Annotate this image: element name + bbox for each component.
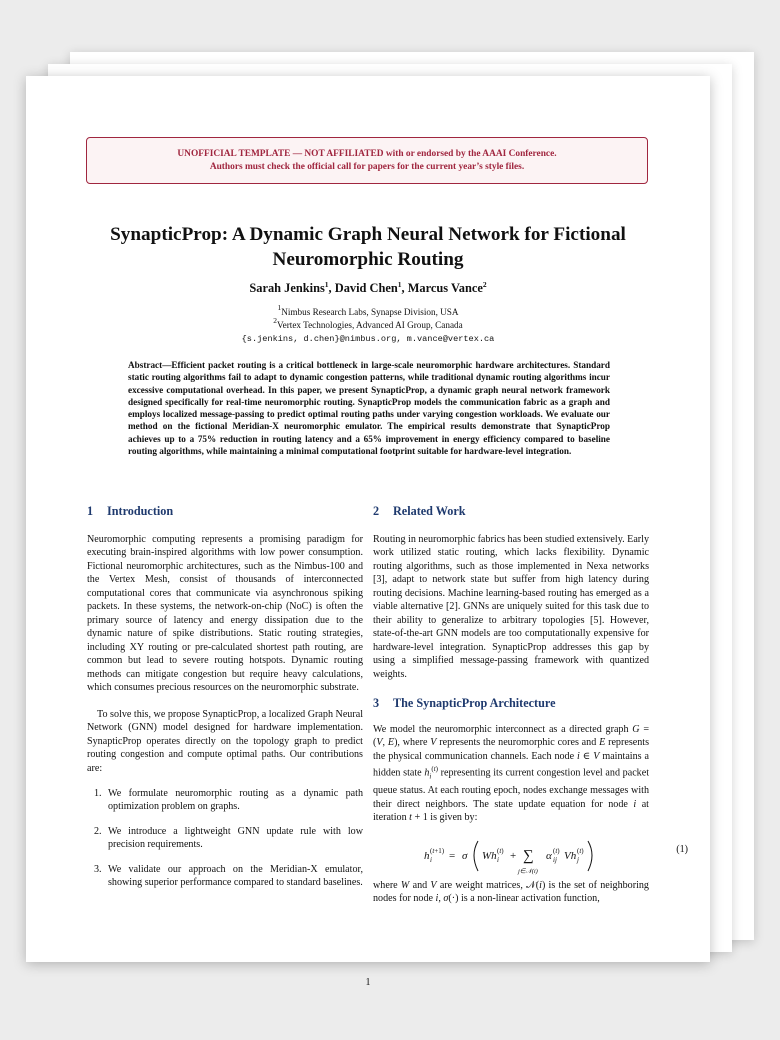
author-affiliation-mark: 1 xyxy=(397,280,402,289)
author-affiliation-mark: 1 xyxy=(324,280,329,289)
section-heading-introduction: 1 Introduction xyxy=(87,504,174,518)
title-line-2: Neuromorphic Routing xyxy=(272,248,464,270)
intro-paragraph-1: Neuromorphic computing represents a promising paradigm for executing brain-inspired algorithms with low power consumption. Fictional neuromorphic architectures, such as the Nimbus-100 and the Vertex Mesh, consist of thousands of interconnected computational cores that communicate via asynchronous spiking packets. In these systems, the network-on-chip (NoC) is often the primary source of latency and energy dissipation due to the dynamic nature of spike distributions. Static routing strategies, including XY routing or pre-calculated shortest path routing, are common but lead to severe routing hotspots. Dynamic routing methods can mitigate congestion but require heavy calculations, which consumes precious resources on the neuromorphic substrate. xyxy=(87,534,363,693)
left-column xyxy=(87,505,363,925)
template-notice-box xyxy=(86,137,648,184)
intro-paragraph-2: To solve this, we propose SynapticProp, a localized Graph Neural Network (GNN) model designed for hardware implementation. SynapticProp operates directly on the topology graph to predict routing congestion and compute optimal paths. Our contributions are: xyxy=(87,709,363,774)
svg-text:h: h xyxy=(424,850,430,862)
paper-title xyxy=(66,223,670,272)
author-name: Marcus Vance xyxy=(407,281,483,295)
equation-1 xyxy=(422,833,692,879)
svg-text:σ: σ xyxy=(462,850,468,862)
paper-page xyxy=(26,76,710,988)
related-work-paragraph: Routing in neuromorphic fabrics has been studied extensively. Early work utilized static routing, which lacks flexibility. Dynamic routing algorithms, such as those implemented in Nexa networks [3], adapt to network state but suffer from high latency during routing decisions. Machine learning-based routing has emerged as a viable alternative [2]. GNNs are uniquely suited for this task due to their ability to generalize to arbitrary topologies [5]. However, state-of-the-art GNN models are too computationally expensive for hardware-level integration. SynapticProp addresses this gap by using a simplified message-passing framework with quantized weights. xyxy=(373,534,650,680)
author-name: Sarah Jenkins xyxy=(249,281,325,295)
contributions-list xyxy=(87,787,363,890)
svg-text:j∈𝒩(i): j∈𝒩(i) xyxy=(518,868,538,875)
list-item: 1. We formulate neuromorphic routing as a dynamic path optimization problem on graphs. xyxy=(94,788,363,813)
svg-text:Wh: Wh xyxy=(482,850,497,862)
section-heading-architecture: 3 The SynapticProp Architecture xyxy=(373,696,556,710)
equation-number: (1) xyxy=(676,844,688,855)
author-name: David Chen xyxy=(334,281,398,295)
svg-text:+: + xyxy=(510,850,517,862)
author-emails: {s.jenkins, d.chen}@nimbus.org, m.vance@vertex.ca xyxy=(241,334,495,344)
abstract: Abstract—Efficient packet routing is a critical bottleneck in large-scale neuromorphic hardware architectures. Standard static routing algorithms fail to adapt to dynamic congestion patterns, while traditional dynamic routing algorithms incur excessive computational overhead. In this paper, we present SynapticProp, a dynamic graph neural network framework designed specifically for real-time neuromorphic routing. SynapticProp models the communication fabric as a graph and employs localized message-passing to predict optimal routing paths under varying congestion workloads. We evaluate our method on the fictional Meridian-X neuromorphic emulator. The empirical results demonstrate that SynapticProp achieves up to a 75% reduction in routing latency and a 65% improvement in energy efficiency compared to baseline routing algorithms, while maintaining a minimal computational footprint suitable for hardware-level integration. xyxy=(128,360,610,456)
author-affiliation-mark: 2 xyxy=(482,280,487,289)
svg-text:(t): (t) xyxy=(577,847,584,855)
svg-text:(t+1): (t+1) xyxy=(430,847,445,855)
section-heading-related-work: 2 Related Work xyxy=(373,504,466,518)
architecture-paragraph-2: where W and V are weight matrices, 𝒩(i) is the set of neighboring nodes for node i, σ(·) is a non-linear activation function, xyxy=(373,880,649,905)
svg-text:i: i xyxy=(430,856,432,864)
architecture-paragraph-1: We model the neuromorphic interconnect as a directed graph G = (V, E), where V represents the neuromorphic cores and E represents the physical communication channels. Each node i ∈ V maintains a hidden state $h_i^{(t)}$ representing its current congestion level and packet queue status. At each routing epoch, nodes exchange messages with their direct neighbors. The state update equation for node i at iteration t + 1 is given by: xyxy=(373,724,650,824)
svg-text:α: α xyxy=(546,850,552,862)
svg-text:Vh: Vh xyxy=(564,850,577,862)
list-item: 2. We introduce a lightweight GNN update rule with low precision requirements. xyxy=(94,825,363,851)
equation-formula xyxy=(422,833,662,879)
svg-text:ij: ij xyxy=(553,856,557,864)
author-list: Sarah Jenkins$^1$, David Chen$^1$, Marcus Vance$^2$ xyxy=(249,280,487,295)
svg-text:(t): (t) xyxy=(497,847,504,855)
svg-text:j: j xyxy=(577,856,579,864)
svg-text:(t): (t) xyxy=(553,847,560,855)
svg-text:∑: ∑ xyxy=(523,848,534,864)
svg-text:=: = xyxy=(449,850,456,862)
title-line-1: SynapticProp: A Dynamic Graph Neural Network for Fictional xyxy=(110,224,626,245)
affiliation-1: $^1$Nimbus Research Labs, Synapse Division, USA xyxy=(277,303,459,317)
svg-text:i: i xyxy=(497,856,499,864)
notice-line-1: UNOFFICIAL TEMPLATE — NOT AFFILIATED with or endorsed by the AAAI Conference. xyxy=(177,149,557,159)
affiliation-2: $^2$Vertex Technologies, Advanced AI Group, Canada xyxy=(273,316,463,330)
list-item: 3. We validate our approach on the Meridian-X emulator, showing superior performance compared to standard baselines. xyxy=(94,863,363,889)
notice-line-2: Authors must check the official call for papers for the current year’s style files. xyxy=(209,161,525,172)
page-number: 1 xyxy=(365,977,371,988)
